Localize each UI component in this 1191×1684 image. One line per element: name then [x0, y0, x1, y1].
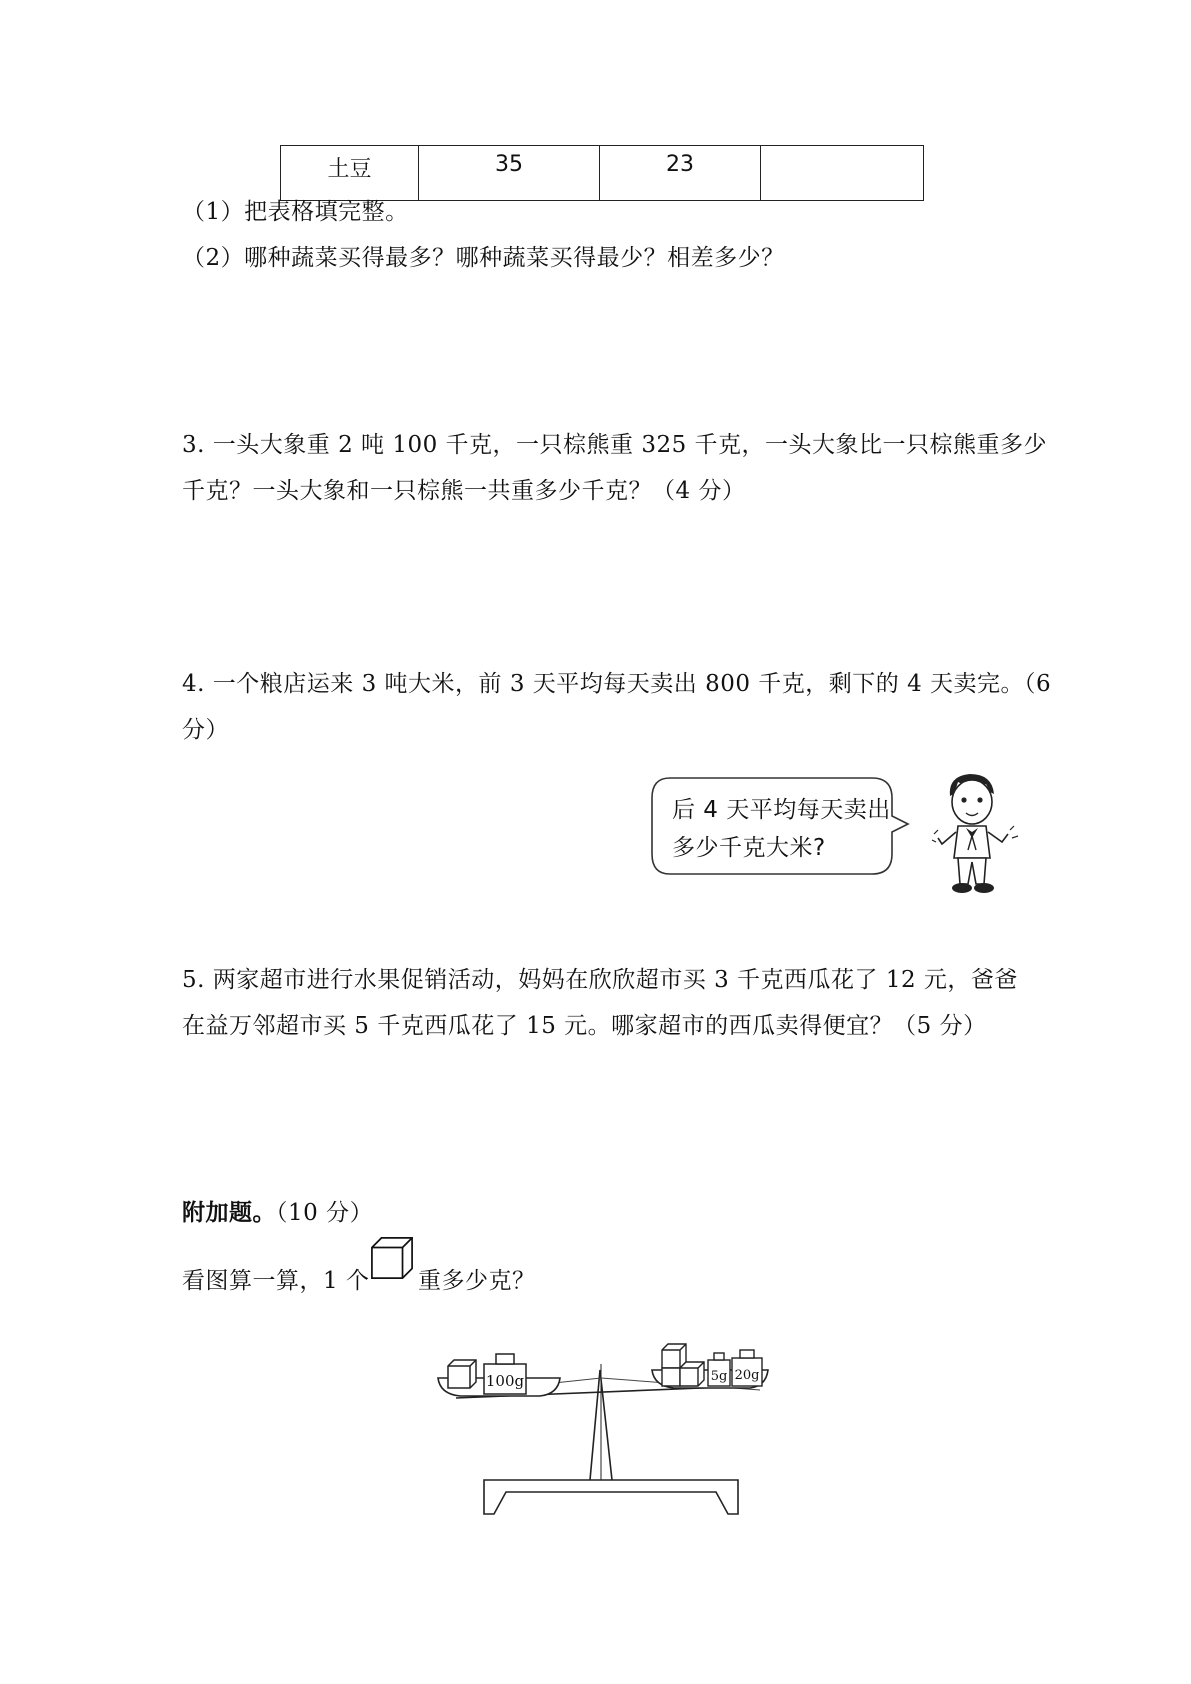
vegetable-table	[280, 145, 924, 201]
bubble-line1: 后 4 天平均每天卖出	[672, 797, 891, 823]
bonus-title: 附加题。	[182, 1199, 276, 1226]
table-row	[281, 146, 924, 201]
weight-right-large-label: 20g	[734, 1368, 760, 1383]
bubble-line2: 多少千克大米?	[672, 835, 826, 861]
table-cell-name: 土豆	[281, 146, 419, 201]
q5-line1: 5. 两家超市进行水果促销活动，妈妈在欣欣超市买 3 千克西瓜花了 12 元，爸爸	[182, 967, 1018, 993]
table-cell-3	[761, 146, 924, 201]
balance-scale-diagram	[420, 1320, 790, 1540]
q3-line1: 3. 一头大象重 2 吨 100 千克，一只棕熊重 325 千克，一头大象比一只棕熊重多少	[182, 432, 1048, 458]
q3-line2: 千克？一头大象和一只棕熊一共重多少千克？（4 分）	[182, 478, 746, 504]
q4-line2: 分）	[182, 717, 229, 743]
weight-left-label: 100g	[485, 1372, 525, 1390]
table-cell-2: 23	[600, 146, 761, 201]
bonus-prompt-before: 看图算一算，1 个	[182, 1268, 370, 1294]
bonus-points: （10 分）	[276, 1200, 374, 1226]
bonus-heading	[182, 1198, 373, 1228]
q5-line2: 在益万邻超市买 5 千克西瓜花了 15 元。哪家超市的西瓜卖得便宜？（5 分）	[182, 1013, 987, 1039]
q4-line1: 4. 一个粮店运来 3 吨大米，前 3 天平均每天卖出 800 千克，剩下的 4 天卖完。（6	[182, 671, 1052, 697]
q2-sub2: （2）哪种蔬菜买得最多？哪种蔬菜买得最少？相差多少？	[182, 245, 785, 271]
boy-character-icon	[928, 770, 1023, 900]
weight-right-small-label: 5g	[710, 1369, 728, 1384]
bonus-prompt-after: 重多少克？	[418, 1268, 536, 1294]
cube-icon	[370, 1236, 414, 1280]
q2-sub1: （1）把表格填完整。	[182, 199, 409, 225]
table-cell-1: 35	[419, 146, 600, 201]
